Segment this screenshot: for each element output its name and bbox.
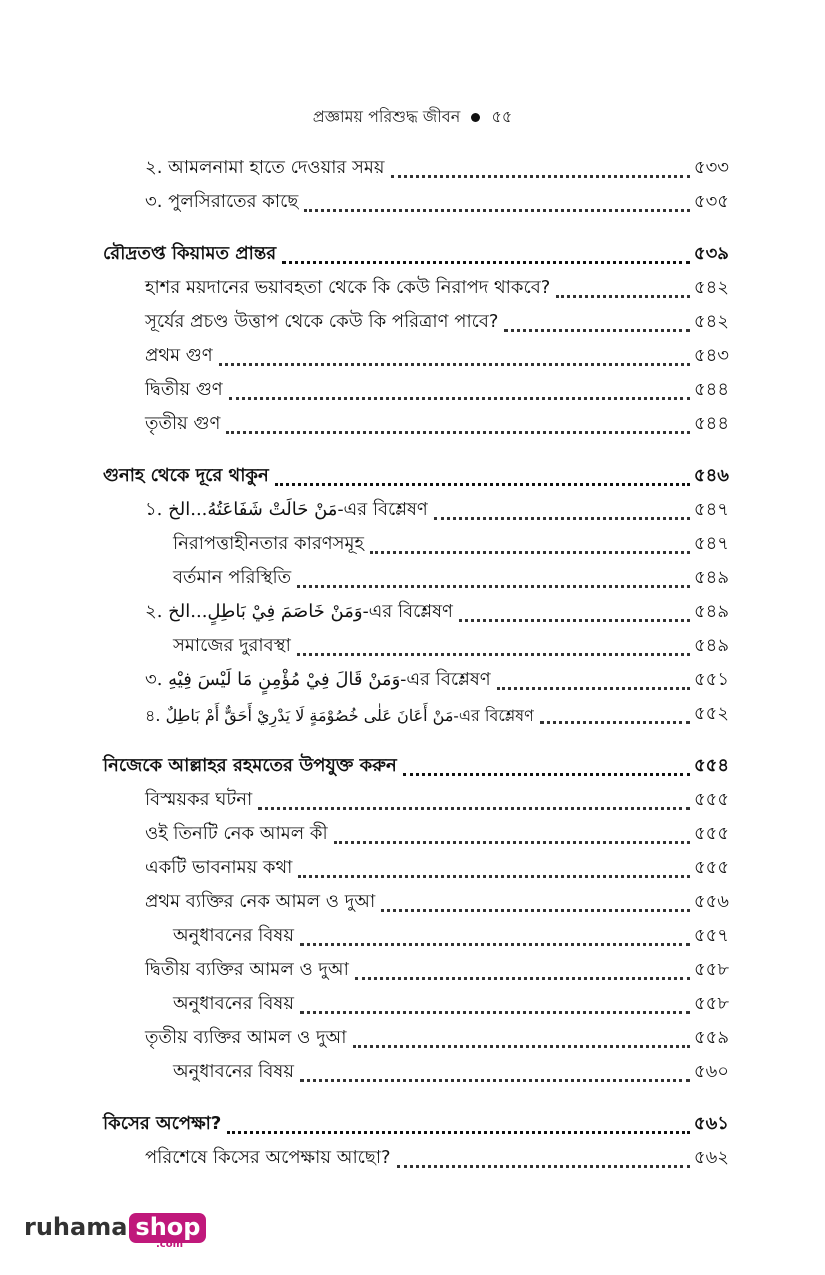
toc-entry: সূর্যের প্রচণ্ড উত্তাপ থেকে কেউ কি পরিত্রাণ পাবে? ৫৪২ <box>145 311 729 332</box>
toc-entry: তৃতীয় গুণ ৫৪৪ <box>145 413 729 434</box>
toc-entry: প্রথম গুণ ৫৪৩ <box>145 345 729 366</box>
toc-entry: নিরাপত্তাহীনতার কারণসমূহ ৫৪৭ <box>173 533 729 554</box>
toc-entry: ১. مَنْ حَالَتْ شَفَاعَتُهُ...الخ-এর বিশ্লেষণ ৫৪৭ <box>145 499 729 520</box>
logo-text-shop: shop <box>129 1213 206 1243</box>
toc-entry: ওই তিনটি নেক আমল কী ৫৫৫ <box>145 823 729 844</box>
toc-entry: ৩. পুলসিরাতের কাছে ৫৩৫ <box>145 191 729 212</box>
toc-entry: সমাজের দুরাবস্থা ৫৪৯ <box>173 635 729 656</box>
toc-entry: ২. আমলনামা হাতে দেওয়ার সময় ৫৩৩ <box>145 157 729 178</box>
logo-text-ruhama: ruhama <box>24 1213 128 1241</box>
page-number: ৫৫ <box>491 107 513 126</box>
toc-section-heading: কিসের অপেক্ষা? ৫৬১ <box>103 1113 729 1134</box>
toc-entry: বিস্ময়কর ঘটনা ৫৫৫ <box>145 789 729 810</box>
toc-entry: ৪. مَنْ أَعَانَ عَلٰى خُصُوْمَةٍ لَا يَدْرِيْ أَحَقٌّ أَمْ بَاطِلٌ-এর বিশ্লেষণ ৫৫২ <box>145 703 729 725</box>
toc-entry: দ্বিতীয় গুণ ৫৪৪ <box>145 379 729 400</box>
bullet-icon <box>471 113 480 122</box>
logo-text-com: .com <box>156 1239 184 1250</box>
toc-entry: ৩. وَمَنْ قَالَ فِيْ مُؤْمِنٍ مَا لَيْسَ فِيْهِ-এর বিশ্লেষণ ৫৫১ <box>145 669 729 690</box>
toc-entry: বর্তমান পরিস্থিতি ৫৪৯ <box>173 567 729 588</box>
toc-entry: অনুধাবনের বিষয় ৫৫৮ <box>173 993 729 1014</box>
toc-entry: তৃতীয় ব্যক্তির আমল ও দুআ ৫৫৯ <box>145 1027 729 1048</box>
toc-entry: অনুধাবনের বিষয় ৫৬০ <box>173 1061 729 1082</box>
toc-section-heading: রৌদ্রতপ্ত কিয়ামত প্রান্তর ৫৩৯ <box>103 243 729 264</box>
toc-section-heading: গুনাহ থেকে দূরে থাকুন ৫৪৬ <box>103 465 729 486</box>
toc-entry: ২. وَمَنْ خَاصَمَ فِيْ بَاطِلٍ...الخ-এর বিশ্লেষণ ৫৪৯ <box>145 601 729 622</box>
toc-entry: প্রথম ব্যক্তির নেক আমল ও দুআ ৫৫৬ <box>145 891 729 912</box>
toc-entry: একটি ভাবনাময় কথা ৫৫৫ <box>145 857 729 878</box>
running-header <box>0 104 825 131</box>
toc-entry: দ্বিতীয় ব্যক্তির আমল ও দুআ ৫৫৮ <box>145 959 729 980</box>
toc-section-heading: নিজেকে আল্লাহর রহমতের উপযুক্ত করুন ৫৫৪ <box>103 755 729 776</box>
table-of-contents <box>103 150 729 1174</box>
toc-entry: হাশর ময়দানের ভয়াবহতা থেকে কি কেউ নিরাপদ থাকবে? ৫৪২ <box>145 277 729 298</box>
book-title: প্রজ্ঞাময় পরিশুদ্ধ জীবন <box>312 107 461 126</box>
toc-entry: পরিশেষে কিসের অপেক্ষায় আছো? ৫৬২ <box>145 1147 729 1168</box>
ruhama-shop-logo <box>24 1213 206 1250</box>
toc-entry: অনুধাবনের বিষয় ৫৫৭ <box>173 925 729 946</box>
